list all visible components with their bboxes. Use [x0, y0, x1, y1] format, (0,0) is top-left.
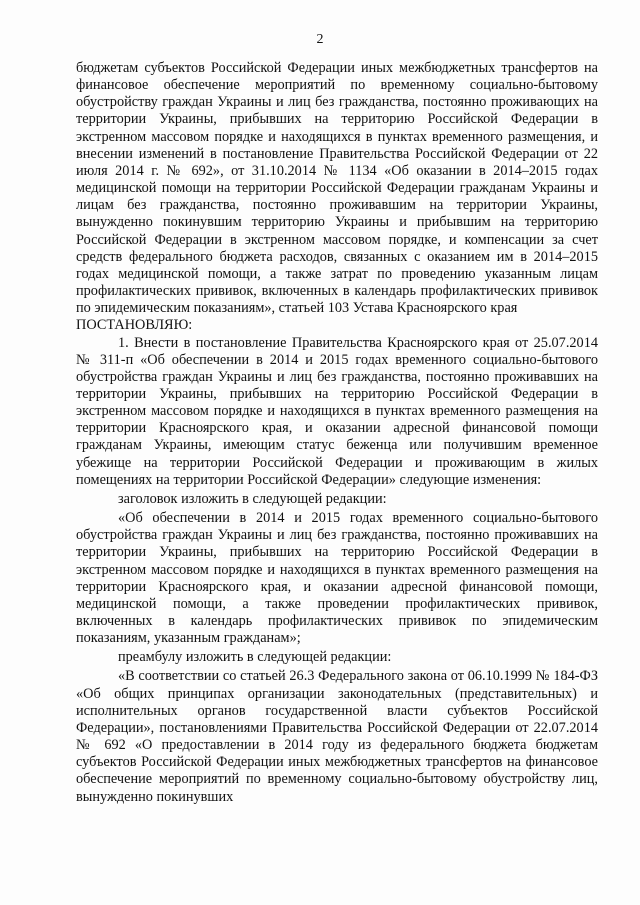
paragraph-title-change: заголовок изложить в следующей редакции: — [118, 490, 387, 507]
paragraph-new-preamble: «В соответствии со статьей 26.3 Федерального закона от 06.10.1999 № 184-ФЗ «Об общих принципах организации законодательных (представительных) и исполнительных органов государственной власти субъектов Российской Федерации», постановлениями Правительства Российской Федерации от 22.07.2014 № 692 «О предоставлении в 2014 году из федерального бюджета бюджетам субъектов Российской Федерации иных межбюджетных трансфертов на финансовое обеспечение мероприятий по временному социально-бытовому обустройству лиц, вынужденно покинувших — [76, 668, 598, 805]
page-number: 2 — [316, 32, 324, 47]
paragraph-new-title: «Об обеспечении в 2014 и 2015 годах временного социально-бытового обустройства граждан Украины и лиц без гражданства, постоянно проживавших на территории Украины, прибывших на территорию Российской Федерации в экстренном массовом порядке и находящихся в пунктах временного размещения на территории Красноярского края, и оказании адресной финансовой помощи, медицинской помощи, а также проведении профилактических прививок, включенных в календарь профилактических прививок по эпидемическим показаниям, указанным гражданам»; — [76, 510, 598, 647]
paragraph-preamble-continued: бюджетам субъектов Российской Федерации иных межбюджетных трансфертов на финансовое обеспечение мероприятий по временному социально-бытовому обустройству граждан Украины и лиц без гражданства, постоянно проживающих на территории Украины, прибывших на территорию Российской Федерации в экстренном массовом порядке и находящихся в пунктах временного размещения, и внесении изменений в постановление Правительства Российской Федерации от 22 июля 2014 г. № 692», от 31.10.2014 № 1134 «Об оказании в 2014–2015 годах медицинской помощи на территории Российской Федерации гражданам Украины и лицам без гражданства, постоянно проживавшим на территории Украины, вынужденно покинувшим территорию Украины и прибывшим на территорию Российской Федерации в экстренном массовом порядке, и компенсации за счет средств федерального бюджета расходов, связанных с оказанием им в 2014–2015 годах медицинской помощи, а также затрат по проведению указанным лицам профилактических прививок, включенных в календарь профилактических прививок по эпидемическим показаниям», статьей 103 Устава Красноярского края — [76, 60, 598, 317]
paragraph-resolve-keyword: ПОСТАНОВЛЯЮ: — [76, 317, 193, 334]
paragraph-preamble-change: преамбулу изложить в следующей редакции: — [118, 649, 392, 666]
paragraph-item-1: 1. Внести в постановление Правительства Красноярского края от 25.07.2014 № 311-п «Об обеспечении в 2014 и 2015 годах временного социально-бытового обустройства граждан Украины и лиц без гражданства, постоянно проживавших на территории Украины, прибывших на территорию Российской Федерации в экстренном массовом порядке и находящихся в пунктах временного размещения на территории Красноярского края, и оказании адресной финансовой помощи гражданам Украины, имеющим статус беженца или получившим временное убежище на территории Российской Федерации и проживающим в жилых помещениях на территории Российской Федерации» следующие изменения: — [76, 334, 598, 488]
document-body — [76, 60, 598, 806]
